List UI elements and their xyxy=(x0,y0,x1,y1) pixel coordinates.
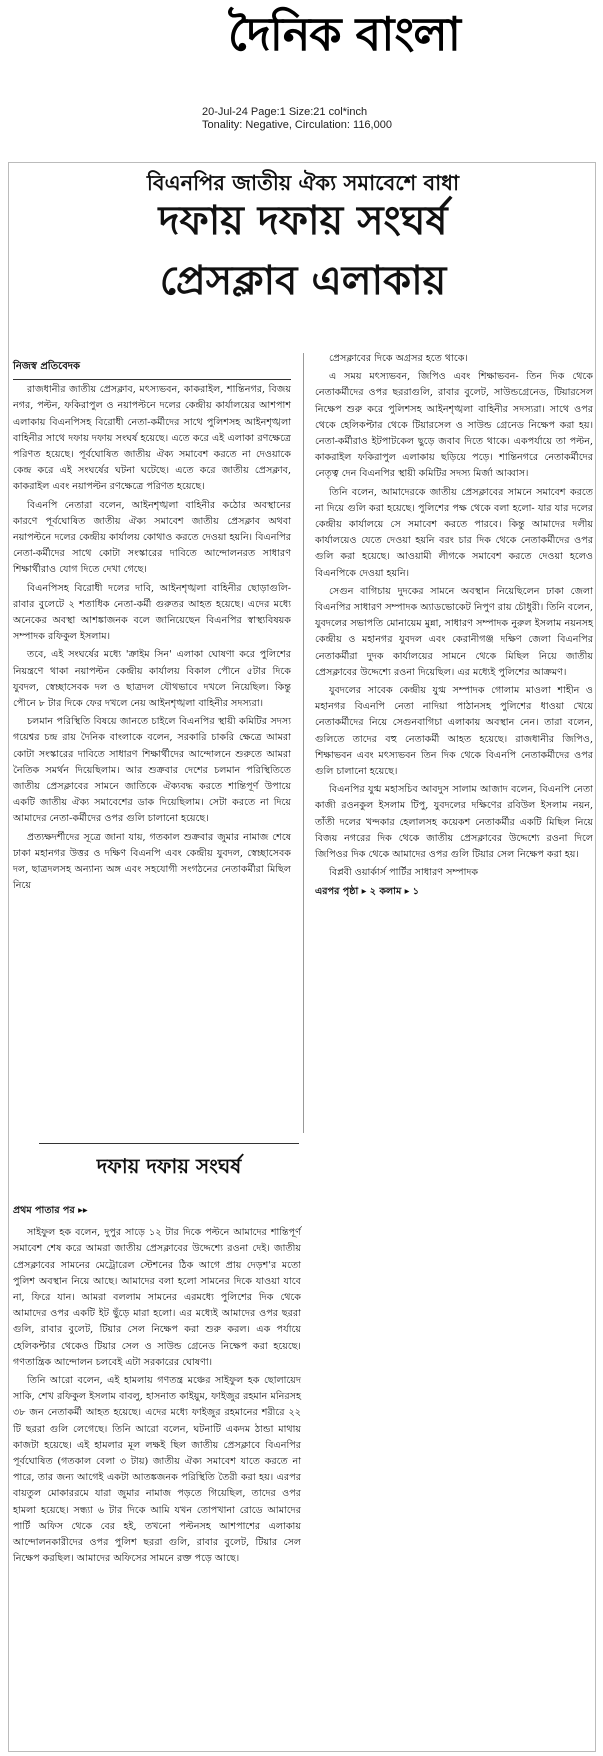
meta-tonality-circulation: Tonality: Negative, Circulation: 116,000 xyxy=(202,119,392,131)
paragraph: তিনি বলেন, আমাদেরকে জাতীয় প্রেসক্লাবের সামনে সমাবেশ করতে না দিয়ে গুলি করা হয়েছে। পুলিশের পক্ষ থেকে বলা হলো- যার যার দলের কেন্দ্রীয় কার্যালয়ে সে সমাবেশ করতে পারবে। কিন্তু আমাদের দলীয় কার্যালয়েও যেতে দেওয়া হয়নি বরং চার দিক থেকে নেতাকর্মীদের ওপর গুলি করা হয়েছে। আওয়ামী লীগকে সমাবেশ করতে দেওয়া হলেও বিএনপিকে দেওয়া হয়নি। xyxy=(315,486,593,579)
paragraph: প্রত্যক্ষদর্শীদের সূত্রে জানা যায়, গতকাল শুক্রবার জুমার নামাজ শেষে ঢাকা মহানগর উত্তর ও দক্ষিণ বিএনপি এবং কেন্দ্রীয় যুবদল, স্বেচ্ছাসেবক দল, ছাত্রদলসহ অন্যান্য অঙ্গ এবং সহযোগী সংগঠনের নেতাকর্মীরা মিছিল নিয়ে xyxy=(13,831,291,892)
headline-line-1: দফায় দফায় সংঘর্ষ xyxy=(158,198,448,244)
paragraph: তিনি আরো বলেন, এই হামলায় গণতন্ত্র মঞ্চের সাইফুল হক ছোলায়েদ সাকি, শেখ রফিকুল ইসলাম বাবলু, হাসনাত কাইয়ুম, ফাইজুর রহমান মনিরসহ ৩৮ জন নেতাকর্মী আহত হয়েছে। এদের মধ্যে ফাইজুর রহমানের শরীরে ২২ টি ছররা গুলি লেগেছে। তিনি আরো বলেন, ঘটনাটি একদম ঠান্ডা মাথায় কাজটা হয়েছে। এই হামলার মূল লক্ষই ছিল জাতীয় প্রেসক্লাবে বিএনপির পূর্বঘোষিত (গতকাল বেলা ৩ টায়) জাতীয় ঐক্য সমাবেশ যাতে করতে না পারে, তার জন্য আগেই একটা আতঙ্কজনক পরিস্থিতি তৈরী করা হয়। এরপর বায়তুল মোকাররমে যারা জুমার নামাজ পড়তে গিয়েছিল, তাদের ওপর হামলা হয়েছে। সন্ধ্যা ৬ টার দিকে আমি যখন তোপখানা রোডে আমাদের পার্টি অফিস থেকে বের হই, তখনো পল্টনসহ আশপাশের এলাকায় আন্দোলনকারীদের ওপর পুলিশ ছররা গুলি, রাবার বুলেট, টিয়ার সেল নিক্ষেপ করছিল। আমাদের অফিসের সামনে রক্ত পড়ে আছে। xyxy=(13,1375,301,1565)
masthead xyxy=(0,0,603,105)
newspaper-logo: দৈনিক বাংলা xyxy=(228,7,460,61)
meta-date-size: 20-Jul-24 Page:1 Size:21 col*inch xyxy=(202,106,368,118)
article-left-column xyxy=(13,359,291,897)
paragraph: বিএনপিসহ বিরোধী দলের দাবি, আইনশৃঙ্খলা বাহিনীর ছোড়াগুলি-রাবার বুলেটে ২ শতাধিক নেতা-কর্মী গুরুতর আহত হয়েছে। এদের মধ্যে অনেকের অবস্থা আশঙ্কাজনক বলে জানিয়েছেন বিএনপির স্বাস্থ্যবিষয়ক সম্পাদক রফিকুল ইসলাম। xyxy=(13,582,291,643)
byline: নিজস্ব প্রতিবেদক xyxy=(13,359,291,380)
paragraph: এ সময় মৎস্যভবন, জিপিও এবং শিক্ষাভবন- তিন দিক থেকে নেতাকর্মীদের ওপর ছররাগুলি, রাবার বুলেট, সাউন্ডগ্রেনেড, টিয়ারসেল নিক্ষেপ শুরু করে পুলিশসহ আইনশৃঙ্খলা বাহিনীর সদস্যরা। সাথে ওপর থেকে হেলিকপ্টার থেকে টিয়ারসেল ও সাউন্ড গ্রেনেড নিক্ষেপ করা হয়। নেতা-কর্মীরাও ইটপাটকেল ছুড়ে জবাব দিতে থাকে। একপর্যায়ে তা পল্টন, কাকরাইল ফকিরাপুল এলাকায় ছড়িয়ে পড়ে। শান্তিনগরে নেতাকর্মীদের নেতৃত্ব দেন বিএনপির স্থায়ী কমিটির সদস্য মির্জা আব্বাস। xyxy=(315,371,593,480)
article-right-column xyxy=(315,351,593,902)
paragraph: রাজধানীর জাতীয় প্রেসক্লাব, মৎস্যভবন, কাকরাইল, শান্তিনগর, বিজয় নগর, পল্টন, ফকিরাপুল ও নয়াপল্টনে দলের কেন্দ্রীয় কার্যালয়ের আশপাশ এলাকায় বিএনপিসহ বিরোধী নেতা-কর্মীদের সাথে পুলিশসহ আইনশৃঙ্খলা বাহিনীর সাথে দফায় দফায় সংঘর্ষ হয়েছে। এতে করে এই এলাকা রণক্ষেত্রে পরিণত হয়েছে। পূর্বঘোষিত জাতীয় ঐক্য সমাবেশ করতে না দেওয়াকে কেন্দ্র করে এই সংঘর্ষের ঘটনা ঘটেছে। এতে করে জাতীয় প্রেসক্লাব, কাকরাইল এবং নয়াপল্টন রণক্ষেত্রে পরিণত হয়েছে। xyxy=(13,384,291,493)
news-clipping xyxy=(8,162,596,1752)
continuation-column xyxy=(13,1203,301,1569)
clipping-metadata xyxy=(202,106,392,132)
continuation-headline: দফায় দফায় সংঘর্ষ xyxy=(39,1143,299,1185)
paragraph: বিপ্লবী ওয়ার্কার্স পার্টির সাধারণ সম্পাদক xyxy=(329,867,479,879)
paragraph: প্রেসক্লাবের দিকে অগ্রসর হতে থাকে। xyxy=(329,353,468,364)
paragraph: চলমান পরিস্থিতি বিষয়ে জানতে চাইলে বিএনপির স্থায়ী কমিটির সদস্য গয়েশ্বর চন্দ্র রায় দৈনিক বাংলাকে বলেন, সরকারি চাকরি ক্ষেত্রে আমরা কোটা সংস্কারের দাবিতে সাধারণ শিক্ষার্থীদের আন্দোলনে শুরুতে আমরা নৈতিক সমর্থন দিয়েছিলাম। আর শুক্রবার দেশের চলমান পরিস্থিতিতে জাতীয় প্রেসক্লাবের সামনে জাতিকে ঐক্যবদ্ধ করতে শান্তিপূর্ণ উপায়ে একটি জাতীয় ঐক্য সমাবেশের ডাক দিয়েছিলাম। সেটা করতে না দিয়ে আমাদের নেতা-কর্মীদের ওপর গুলি চালানো হয়েছে। xyxy=(13,716,291,825)
paragraph: বিএনপির যুগ্ম মহাসচিব আবদুস সালাম আজাদ বলেন, বিএনপি নেতা কাজী রওনকুল ইসলাম টিপু, যুবদলের দক্ষিণের রবিউল ইসলাম নয়ন, তাঁতী দলের খন্দকার হেলালসহ কয়েকশ নেতাকর্মীর একটি মিছিল নিয়ে বিজয় নগরের দিক থেকে জাতীয় প্রেসক্লাবের উদ্দেশ্যে রওনা দিলে জিপিওর দিক থেকে আমাদের ওপর গুলি টিয়ার সেল নিক্ষেপ করা হয়। xyxy=(315,784,593,861)
headline-line-2: প্রেসক্লাব এলাকায় xyxy=(159,258,447,304)
paragraph: সাইফুল হক বলেন, দুপুর সাড়ে ১২ টার দিকে পল্টনে আমাদের শান্তিপূর্ণ সমাবেশ শেষ করে আমরা জাতীয় প্রেসক্লাবের উদ্দেশ্যে রওনা দেই। জাতীয় প্রেসক্লাবের সামনের মেট্রোরেল স্টেশনের ঠিক আগে প্রায় দেড়শ'র মতো পুলিশ অবস্থান নিয়ে আছে। আমাদের বলা হলো সামনের দিকে যাওয়া যাবে না, ফিরে যান। আমরা বললাম সামনের এরমধ্যে পুলিশের দিক থেকে আমাদের ওপর একটি ইট ছুঁড়ে মারা হলো। এর মধ্যেই আমাদের ওপর ছররা গুলি, রাবার বুলেট, টিয়ার সেল নিক্ষেপ করা শুরু করল। এক পর্যায়ে হেলিকপ্টার থেকেও টিয়ার সেল ও সাউন্ড গ্রেনেড নিক্ষেপ করা হয়েছে। গণতান্ত্রিক আন্দোলন চলবেই এটা সরকারের ঘোষণা। xyxy=(13,1227,301,1368)
column-divider xyxy=(303,353,304,1133)
continued-from-label: প্রথম পাতার পর ▸▸ xyxy=(13,1205,88,1216)
paragraph: তবে, এই সংঘর্ষের মধ্যে 'ক্রাইম সিন' এলাকা ঘোষণা করে পুলিশের নিয়ন্ত্রণে থাকা নয়াপল্টন কেন্দ্রীয় কার্যালয় বিকাল পৌনে ৫টার দিকে যুবদল, স্বেচ্ছাসেবক দল ও ছাত্রদল যৌথভাবে দখলে নিয়েছিল। কিন্তু পৌনে ৮ টার দিকে ফের দখলে নেয় আইনশৃঙ্খলা বাহিনীর সদস্যরা। xyxy=(13,649,291,710)
paragraph: বিএনপি নেতারা বলেন, আইনশৃঙ্খলা বাহিনীর কঠোর অবস্থানের কারণে পূর্বঘোষিত জাতীয় ঐক্য সমাবেশ জাতীয় প্রেসক্লাব অথবা নয়াপল্টনে দলের কেন্দ্রীয় কার্যালয় কোথাও করতে দেওয়া হয়নি। বিএনপির নেতা-কর্মীদের সাথে কোটা সংস্কারের দাবিতে আন্দোলনরত সাধারণ শিক্ষার্থীরাও যোগ দিতে দেখা গেছে। xyxy=(13,499,291,576)
paragraph: যুবদলের সাবেক কেন্দ্রীয় যুগ্ম সম্পাদক গোলাম মাওলা শাহীন ও মহানগর বিএনপি নেতা নাদিয়া পাঠানসহ পুলিশের ধাওয়া খেয়ে নেতাকর্মীদের নিয়ে সেগুনবাগিচা এলাকায় অবস্থান নেন। তারা বলেন, গুলিতে তাদের বহু নেতাকর্মী আহত হয়েছে। রাজধানীর জিপিও, শিক্ষাভবন এবং মৎস্যভবন তিন দিক থেকে বিএনপি নেতাকর্মীদের ওপর গুলি চালানো হয়েছে। xyxy=(315,685,593,778)
paragraph: সেগুন বাগিচায় দুদকের সামনে অবস্থান নিয়েছিলেন ঢাকা জেলা বিএনপির সাধারণ সম্পাদক অ্যাডভোকেট নিপুণ রায় চৌধুরী। তিনি বলেন, যুবদলের সভাপতি মোনায়েম মুন্না, সাধারণ সম্পাদক নুরুল ইসলাম নয়নসহ কেন্দ্রীয় ও মহানগর যুবদল এবং কেরানীগঞ্জ দক্ষিণ জেলা বিএনপির নেতাকর্মীরা দুদক কার্যালয়ের সামনে থেকে মিছিল নিয়ে জাতীয় প্রেসক্লাবের উদ্দেশ্যে রওনা দিয়েছিল। এর মধ্যেই পুলিশের আক্রমণ। xyxy=(315,585,593,678)
article-kicker: বিএনপির জাতীয় ঐক্য সমাবেশে বাধা xyxy=(146,171,460,195)
jump-to-page: এরপর পৃষ্ঠা ▸ ২ কলাম ▸ ১ xyxy=(315,885,420,897)
